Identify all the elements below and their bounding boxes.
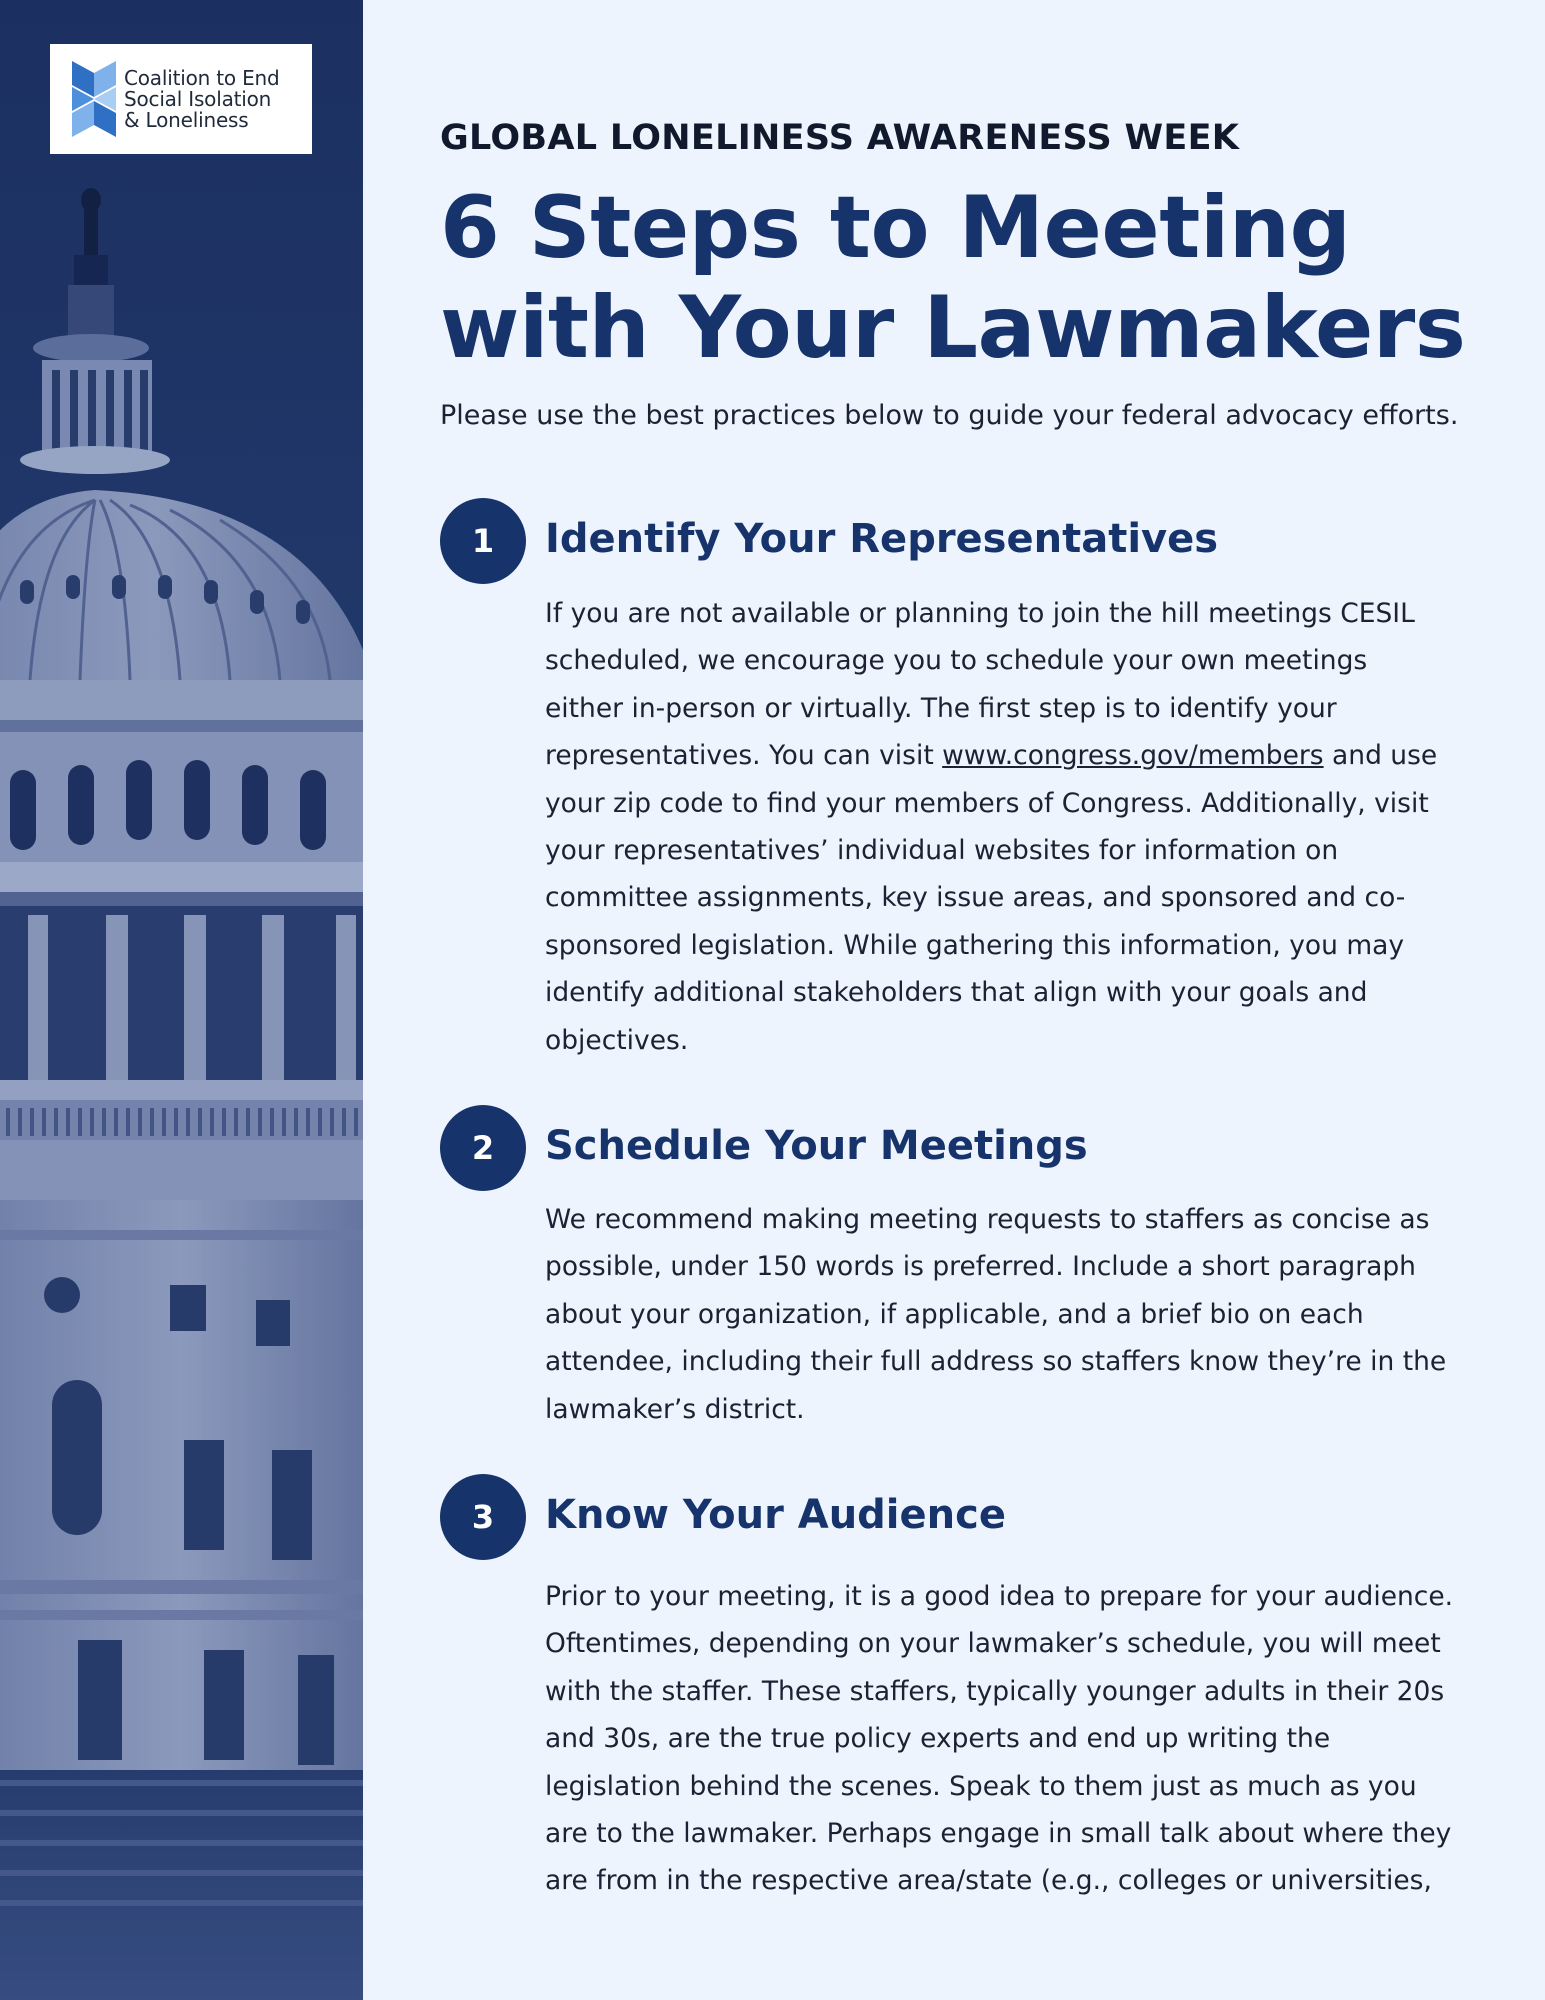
step-2-title: Schedule Your Meetings: [545, 1123, 1088, 1169]
step-3-line: Prior to your meeting, it is a good idea to prepare for your audience.: [545, 1581, 1454, 1612]
step-2-number-badge: 2: [440, 1105, 526, 1191]
step-2-line: attendee, including their full address so staffers know they’re in the: [545, 1346, 1447, 1378]
step-1-line-text: and use: [1323, 740, 1438, 772]
step-3-line: legislation behind the scenes. Speak to them just as much as you: [545, 1770, 1417, 1802]
intro-text: Please use the best practices below to guide your federal advocacy efforts.: [440, 400, 1459, 431]
step-3-number-badge: 3: [440, 1474, 526, 1560]
step-1-line-text: representatives. You can visit: [545, 740, 943, 772]
step-1-line: [545, 732, 1495, 779]
logo-line-2: Social Isolation: [124, 86, 272, 111]
step-3-line: are to the lawmaker. Perhaps engage in small talk about where they: [545, 1818, 1452, 1850]
step-2-line: We recommend making meeting requests to staffers as concise as: [545, 1204, 1430, 1235]
congress-members-link[interactable]: www.congress.gov/members: [942, 740, 1324, 772]
step-1-line: your zip code to find your members of Congress. Additionally, visit: [545, 787, 1429, 819]
step-3-line: with the staffer. These staffers, typically younger adults in their 20s: [545, 1675, 1445, 1707]
step-1-body: [545, 590, 1495, 1064]
step-1-line: your representatives’ individual websites for information on: [545, 835, 1339, 867]
page-title-line-1: 6 Steps to Meeting: [440, 178, 1351, 278]
step-3-line: Oftentimes, depending on your lawmaker’s schedule, you will meet: [545, 1628, 1441, 1660]
step-1-line: objectives.: [545, 1024, 689, 1056]
step-2-line: possible, under 150 words is preferred. Include a short paragraph: [545, 1251, 1416, 1283]
eyebrow-heading: GLOBAL LONELINESS AWARENESS WEEK: [440, 118, 1240, 158]
step-3-line: are from in the respective area/state (e.g., colleges or universities,: [545, 1865, 1432, 1897]
step-1-line: either in-person or virtually. The first step is to identify your: [545, 692, 1337, 724]
step-1-line: scheduled, we encourage you to schedule your own meetings: [545, 645, 1368, 677]
step-1-line: identify additional stakeholders that align with your goals and: [545, 977, 1368, 1009]
step-1-line: committee assignments, key issue areas, and sponsored and co-: [545, 882, 1406, 914]
coalition-logo: [50, 44, 312, 154]
logo-line-1: Coalition to End: [124, 65, 280, 90]
page-title-line-2: with Your Lawmakers: [440, 278, 1466, 378]
capitol-building-image: [0, 0, 363, 2000]
step-3-body: [545, 1573, 1495, 1905]
step-1-line: If you are not available or planning to join the hill meetings CESIL: [545, 598, 1415, 629]
sidebar-panel: [0, 0, 363, 2000]
step-2-line: lawmaker’s district.: [545, 1393, 805, 1425]
step-1-number-badge: 1: [440, 498, 526, 584]
logo-line-3: & Loneliness: [124, 107, 249, 132]
coalition-logo-icon: [72, 61, 116, 137]
step-1-line: sponsored legislation. While gathering this information, you may: [545, 929, 1405, 961]
step-2-line: about your organization, if applicable, and a brief bio on each: [545, 1298, 1364, 1330]
step-2-body: [545, 1196, 1495, 1433]
step-3-title: Know Your Audience: [545, 1492, 1006, 1538]
coalition-logo-text: [124, 65, 280, 132]
step-3-line: and 30s, are the true policy experts and end up writing the: [545, 1723, 1331, 1755]
step-1-title: Identify Your Representatives: [545, 516, 1219, 562]
page-title: [440, 178, 1500, 378]
